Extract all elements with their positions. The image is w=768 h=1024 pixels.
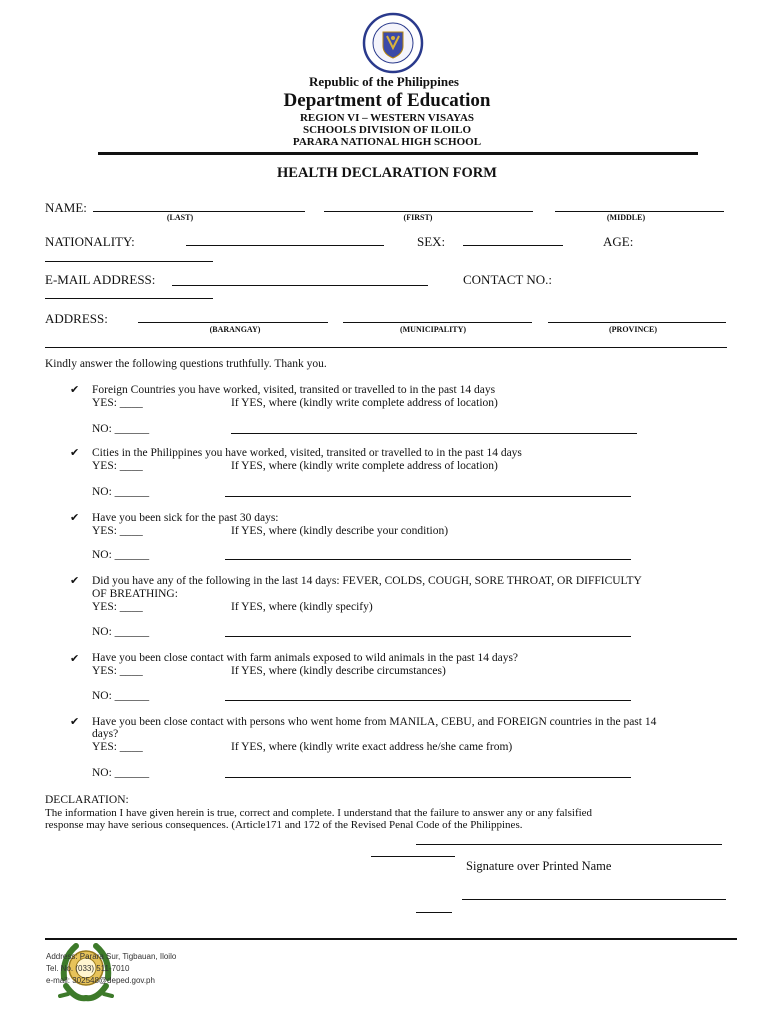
name-label: NAME: <box>45 200 87 215</box>
barangay-caption: (BARANGAY) <box>209 325 261 334</box>
no-field[interactable]: NO: ______ <box>92 626 150 638</box>
deped-seal-icon <box>353 12 433 74</box>
province-caption: (PROVINCE) <box>609 325 657 334</box>
yes-hint: If YES, where (kindly describe your condition) <box>231 525 449 537</box>
question-text: Did you have any of the following in the last 14 days: FEVER, COLDS, COUGH, SORE THROAT, OR DIFFICULTY <box>92 575 642 587</box>
barangay-field[interactable] <box>138 322 328 323</box>
sex-field[interactable] <box>463 245 563 246</box>
address-label: ADDRESS: <box>45 311 108 326</box>
checkmark-icon: ✔ <box>70 446 80 459</box>
answer-line[interactable] <box>225 559 631 560</box>
last-name-field[interactable] <box>93 211 305 212</box>
printed-name-line[interactable] <box>462 899 726 900</box>
signature-label: Signature over Printed Name <box>466 859 612 873</box>
question-text: Have you been sick for the past 30 days: <box>92 512 279 524</box>
address-rule <box>45 347 727 348</box>
checkmark-icon: ✔ <box>70 652 80 665</box>
email-label: E-MAIL ADDRESS: <box>45 272 156 287</box>
yes-hint: If YES, where (kindly write exact address he/she came from) <box>231 741 513 753</box>
age-label: AGE: <box>603 234 634 249</box>
declaration-line-1: The information I have given herein is true, correct and complete. I understand that the failure to answer any or any falsified <box>45 807 593 819</box>
province-field[interactable] <box>548 322 726 323</box>
question-text: Have you been close contact with farm animals exposed to wild animals in the past 14 days? <box>92 652 519 664</box>
question-text-cont: days? <box>92 728 119 740</box>
form-title: HEALTH DECLARATION FORM <box>277 165 497 181</box>
first-name-caption: (FIRST) <box>403 213 433 222</box>
contact-label: CONTACT NO.: <box>463 272 553 287</box>
yes-field[interactable]: YES: ____ <box>92 397 143 409</box>
footer-rule <box>45 938 737 940</box>
nationality-label: NATIONALITY: <box>45 234 135 249</box>
footer-tel: Tel. No. (033) 511-7010 <box>46 964 130 973</box>
yes-field[interactable]: YES: ____ <box>92 525 143 537</box>
checkmark-icon: ✔ <box>70 715 80 728</box>
yes-field[interactable]: YES: ____ <box>92 741 143 753</box>
age-field[interactable] <box>45 261 213 262</box>
no-field[interactable]: NO: ______ <box>92 549 150 561</box>
yes-hint: If YES, where (kindly specify) <box>231 601 373 613</box>
sex-label: SEX: <box>417 234 446 249</box>
no-field[interactable]: NO: ______ <box>92 690 150 702</box>
footer-email: e-mail: 302548@deped.gov.ph <box>46 976 155 985</box>
footer-address: Address: Parara Sur, Tigbauan, Iloilo <box>46 952 177 961</box>
header-rule <box>98 152 698 155</box>
municipality-field[interactable] <box>343 322 532 323</box>
middle-name-caption: (MIDDLE) <box>606 213 646 222</box>
yes-hint: If YES, where (kindly describe circumstances) <box>231 665 446 677</box>
republic-line: Republic of the Philippines <box>309 74 459 89</box>
yes-field[interactable]: YES: ____ <box>92 601 143 613</box>
municipality-caption: (MUNICIPALITY) <box>399 325 467 334</box>
question-text: Cities in the Philippines you have worked, visited, transited or travelled to in the past 14 days <box>92 447 522 459</box>
signature-line-top[interactable] <box>416 844 722 845</box>
yes-hint: If YES, where (kindly write complete address of location) <box>231 460 498 472</box>
no-field[interactable]: NO: ______ <box>92 767 150 779</box>
nationality-field[interactable] <box>186 245 384 246</box>
question-text-cont: OF BREATHING: <box>92 588 178 600</box>
no-field[interactable]: NO: ______ <box>92 486 150 498</box>
checkmark-icon: ✔ <box>70 574 80 587</box>
intro-text: Kindly answer the following questions truthfully. Thank you. <box>45 358 327 370</box>
deped-seal <box>353 12 433 74</box>
checkmark-icon: ✔ <box>70 511 80 524</box>
declaration-heading: DECLARATION: <box>45 794 129 806</box>
signature-line-left[interactable] <box>371 856 455 857</box>
no-field[interactable]: NO: ______ <box>92 423 150 435</box>
division-line: SCHOOLS DIVISION OF ILOILO <box>303 124 471 136</box>
yes-field[interactable]: YES: ____ <box>92 460 143 472</box>
first-name-field[interactable] <box>324 211 533 212</box>
region-line: REGION VI – WESTERN VISAYAS <box>299 112 475 124</box>
printed-name-line-left[interactable] <box>416 912 452 913</box>
answer-line[interactable] <box>231 433 637 434</box>
question-text: Have you been close contact with persons who went home from MANILA, CEBU, and FOREIGN countries in the past 14 <box>92 716 657 728</box>
last-name-caption: (LAST) <box>166 213 194 222</box>
answer-line[interactable] <box>225 496 631 497</box>
middle-name-field[interactable] <box>555 211 724 212</box>
department-title: Department of Education <box>283 90 491 111</box>
school-line: PARARA NATIONAL HIGH SCHOOL <box>292 136 482 148</box>
declaration-line-2: response may have serious consequences. (Article171 and 172 of the Revised Penal Code of the Philippines. <box>45 819 523 831</box>
contact-field[interactable] <box>45 298 213 299</box>
yes-field[interactable]: YES: ____ <box>92 665 143 677</box>
answer-line[interactable] <box>225 777 631 778</box>
question-text: Foreign Countries you have worked, visited, transited or travelled to in the past 14 days <box>92 384 496 396</box>
answer-line[interactable] <box>225 636 631 637</box>
answer-line[interactable] <box>225 700 631 701</box>
email-field[interactable] <box>172 285 428 286</box>
checkmark-icon: ✔ <box>70 383 80 396</box>
yes-hint: If YES, where (kindly write complete address of location) <box>231 397 498 409</box>
